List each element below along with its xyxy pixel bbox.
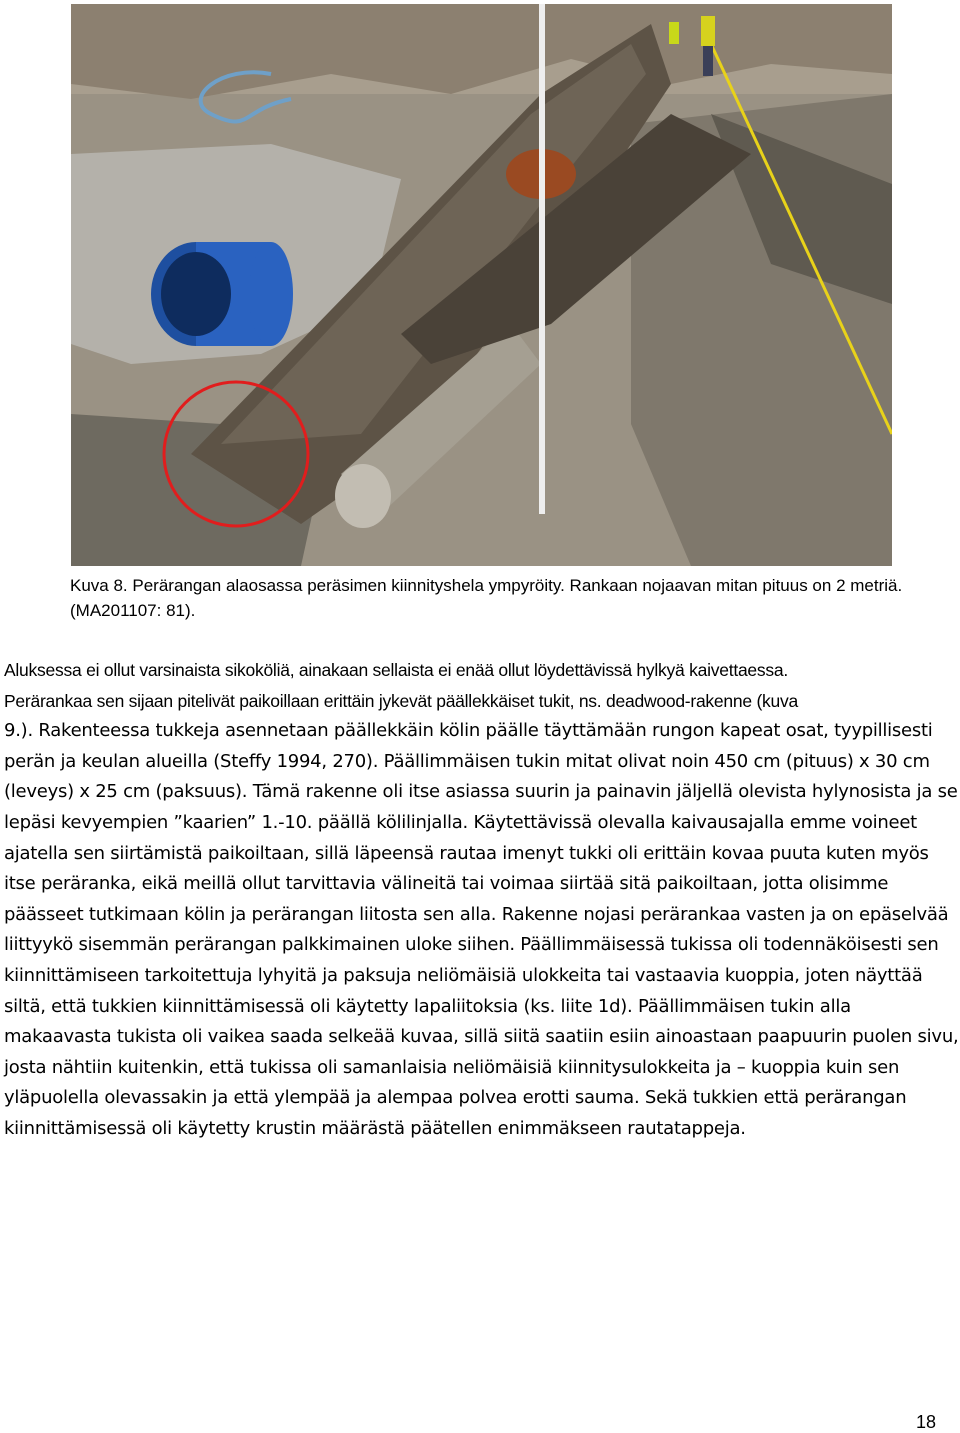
body-paragraph	[4, 655, 959, 1145]
body-line: (leveys) x 25 cm (paksuus). Tämä rakenne oli itse asiassa suurin ja painavin jäljellä olevista hylynosista ja se	[4, 781, 958, 803]
body-line: kiinnittämisessä oli käytetty krustin määrästä päätellen enimmäkseen rautatappeja.	[4, 1117, 746, 1139]
figure-caption	[70, 573, 930, 623]
shipwreck-timber-illustration	[71, 4, 892, 566]
body-line: makaavasta tukista oli vaikea saada selkeää kuvaa, sillä siitä saatiin esiin ainoastaan paapuurin puolen sivu,	[4, 1026, 959, 1048]
body-line: josta nähtiin kuitenkin, että tukissa oli samanlaisia neliömäisiä kiinnitysulokkeita ja – kuoppia kuin sen	[4, 1056, 900, 1078]
body-line: kiinnittämiseen tarkoitettuja lyhyitä ja paksuja neliömäisiä ulokkeita tai vastaavia kuoppia, joten näyttää	[4, 964, 923, 986]
body-line: Aluksessa ei ollut varsinaista sikoköliä, ainakaan sellaista ei enää ollut löydettävissä hylkyä kaivettaessa.	[4, 660, 789, 680]
page-number: 18	[915, 1412, 936, 1432]
body-line: perän ja keulan alueilla (Steffy 1994, 270). Päällimmäisen tukin mitat olivat noin 450 cm (pituus) x 30 cm	[4, 750, 930, 772]
caption-line: Kuva 8. Perärangan alaosassa peräsimen kiinnityshela ympyröity. Rankaan nojaavan mitan pituus on 2 metriä.	[70, 576, 903, 595]
caption-line: (MA201107: 81).	[70, 601, 196, 620]
body-line: itse peräranka, eikä meillä ollut tarvittavia välineitä tai voimaa siirtää sitä paikoiltaan, jotta olisimme	[4, 873, 889, 895]
body-line: lepäsi kevyempien ”kaarien” 1.-10. päällä kölilinjalla. Käytettävissä olevalla kaivausajalla emme voineet	[4, 811, 917, 833]
body-line: yläpuolella olevassakin ja että ylempää ja alempaa polvea erotti sauma. Sekä tukkien että perärangan	[4, 1087, 907, 1109]
body-line: 9.). Rakenteessa tukkeja asennetaan päällekkäin kölin päälle täyttämään rungon kapeat osat, tyypillisesti	[4, 720, 933, 742]
body-line: päässeet tutkimaan kölin ja perärangan liitosta sen alla. Rakenne nojasi perärankaa vasten ja on epäselvää	[4, 903, 949, 925]
body-line: ajatella sen siirtämistä paikoiltaan, sillä läpeensä rautaa imenyt tukki oli erittäin kovaa puuta kuten myös	[4, 842, 929, 864]
excavation-photo	[71, 4, 892, 566]
body-line: siltä, että tukkien kiinnittämisessä oli käytetty lapaliitoksia (ks. liite 1d). Päällimmäisen tukin alla	[4, 995, 851, 1017]
body-line: Perärankaa sen sijaan pitelivät paikoillaan erittäin jykevät päällekkäiset tukit, ns. deadwood-rakenne (kuva	[4, 690, 799, 711]
body-line: liittyykö sisemmän perärangan palkkimainen uloke siihen. Päällimmäisessä tukissa oli todennäköisesti sen	[4, 934, 939, 956]
